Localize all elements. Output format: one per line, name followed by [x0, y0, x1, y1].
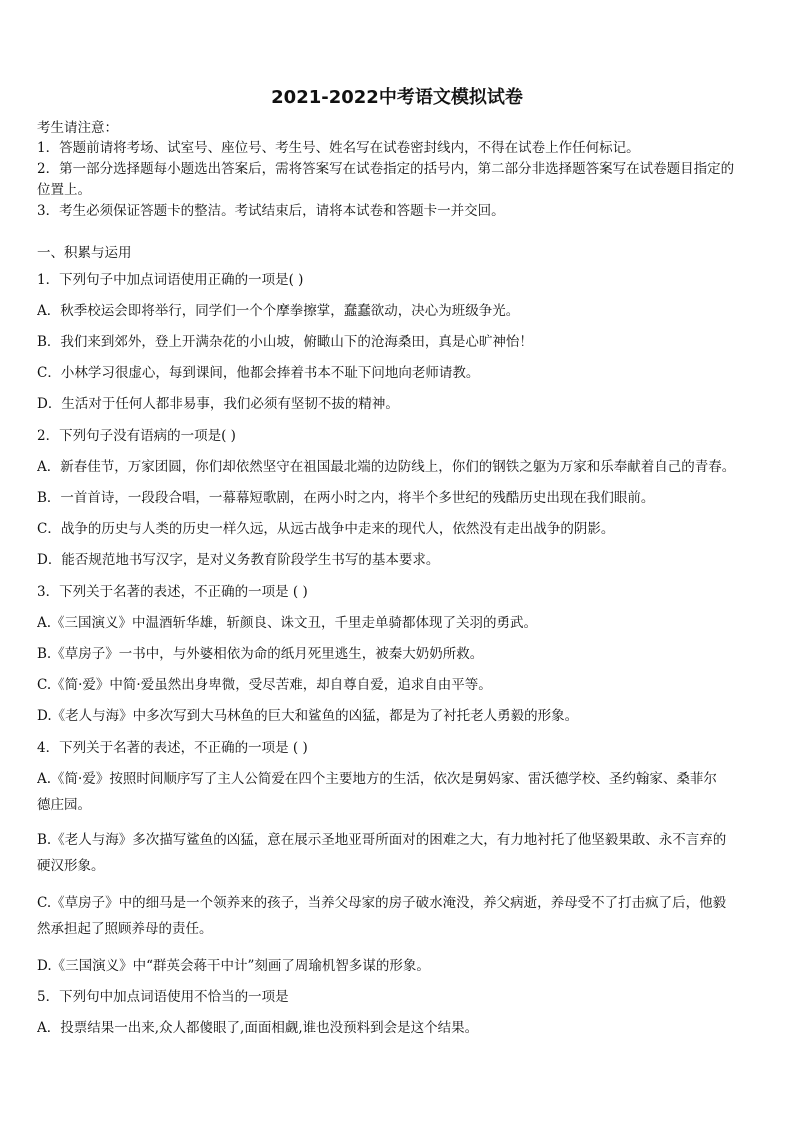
question-stem: 4．下列关于名著的表述，不正确的一项是 ( ) — [37, 740, 308, 756]
question-option: A．投票结果一出来,众人都傻眼了,面面相觑,谁也没预料到会是这个结果。 — [37, 1020, 479, 1036]
question-option: B．我们来到郊外，登上开满杂花的小山坡，俯瞰山下的沧海桑田，真是心旷神怡！ — [37, 334, 533, 350]
notice-item: 位置上。 — [37, 182, 91, 198]
question-option: A．秋季校运会即将举行，同学们一个个摩拳擦掌，蠢蠢欲动，决心为班级争光。 — [37, 303, 520, 319]
question-option: C.《简·爱》中简·爱虽然出身卑微，受尽苦难，却自尊自爱，追求自由平等。 — [37, 677, 492, 693]
question-option: D.《三国演义》中“群英会蒋干中计”刻画了周瑜机智多谋的形象。 — [37, 958, 430, 974]
question-option: D.《老人与海》中多次写到大马林鱼的巨大和鲨鱼的凶猛，都是为了衬托老人勇毅的形象。 — [37, 708, 579, 724]
question-stem: 3．下列关于名著的表述，不正确的一项是 ( ) — [37, 584, 308, 600]
question-option: D．能否规范地书写汉字，是对义务教育阶段学生书写的基本要求。 — [37, 552, 440, 568]
question-option: A.《简·爱》按照时间顺序写了主人公简爱在四个主要地方的生活，依次是舅妈家、雷沃德学校、圣约翰家、桑菲尔 — [37, 771, 717, 787]
question-option: C．战争的历史与人类的历史一样久远，从远古战争中走来的现代人，依然没有走出战争的阴影。 — [37, 521, 615, 537]
section-heading: 一、积累与运用 — [37, 245, 132, 261]
question-option: D．生活对于任何人都非易事，我们必须有坚韧不拔的精神。 — [37, 396, 399, 412]
exam-title: 2021-2022中考语文模拟试卷 — [271, 87, 523, 108]
question-option-cont: 德庄园。 — [37, 797, 91, 813]
question-option: A．新春佳节，万家团圆，你们却依然坚守在祖国最北端的边防线上，你们的钢铁之躯为万家和乐奉献着自己的青春。 — [37, 459, 736, 475]
question-option-cont: 然承担起了照顾养母的责任。 — [37, 921, 213, 937]
question-stem: 5．下列句中加点词语使用不恰当的一项是 — [37, 989, 289, 1005]
question-option: B.《草房子》一书中，与外婆相依为命的纸月死里逃生，被秦大奶奶所救。 — [37, 646, 484, 662]
notice-item: 2．第一部分选择题每小题选出答案后，需将答案写在试卷指定的括号内，第二部分非选择题答案写在试卷题目指定的 — [37, 161, 735, 177]
question-stem: 2．下列句子没有语病的一项是( ) — [37, 428, 236, 444]
notice-heading: 考生请注意： — [37, 120, 118, 136]
notice-item: 3．考生必须保证答题卡的整洁。考试结束后，请将本试卷和答题卡一并交回。 — [37, 203, 505, 219]
notice-item: 1．答题前请将考场、试室号、座位号、考生号、姓名写在试卷密封线内，不得在试卷上作任何标记。 — [37, 140, 640, 156]
question-option: B.《老人与海》多次描写鲨鱼的凶猛，意在展示圣地亚哥所面对的困难之大，有力地衬托了他坚毅果敢、永不言弃的 — [37, 832, 727, 848]
question-stem: 1．下列句子中加点词语使用正确的一项是( ) — [37, 272, 304, 288]
question-option-cont: 硬汉形象。 — [37, 858, 105, 874]
question-option: A.《三国演义》中温酒斩华雄，斩颜良、诛文丑，千里走单骑都体现了关羽的勇武。 — [37, 615, 538, 631]
question-option: C．小林学习很虚心，每到课间，他都会捧着书本不耻下问地向老师请教。 — [37, 365, 480, 381]
question-option: C.《草房子》中的细马是一个领养来的孩子，当养父母家的房子破水淹没，养父病逝，养母受不了打击疯了后，他毅 — [37, 895, 727, 911]
question-option: B．一首首诗，一段段合唱，一幕幕短歌剧，在两小时之内，将半个多世纪的残酷历史出现在我们眼前。 — [37, 490, 655, 506]
